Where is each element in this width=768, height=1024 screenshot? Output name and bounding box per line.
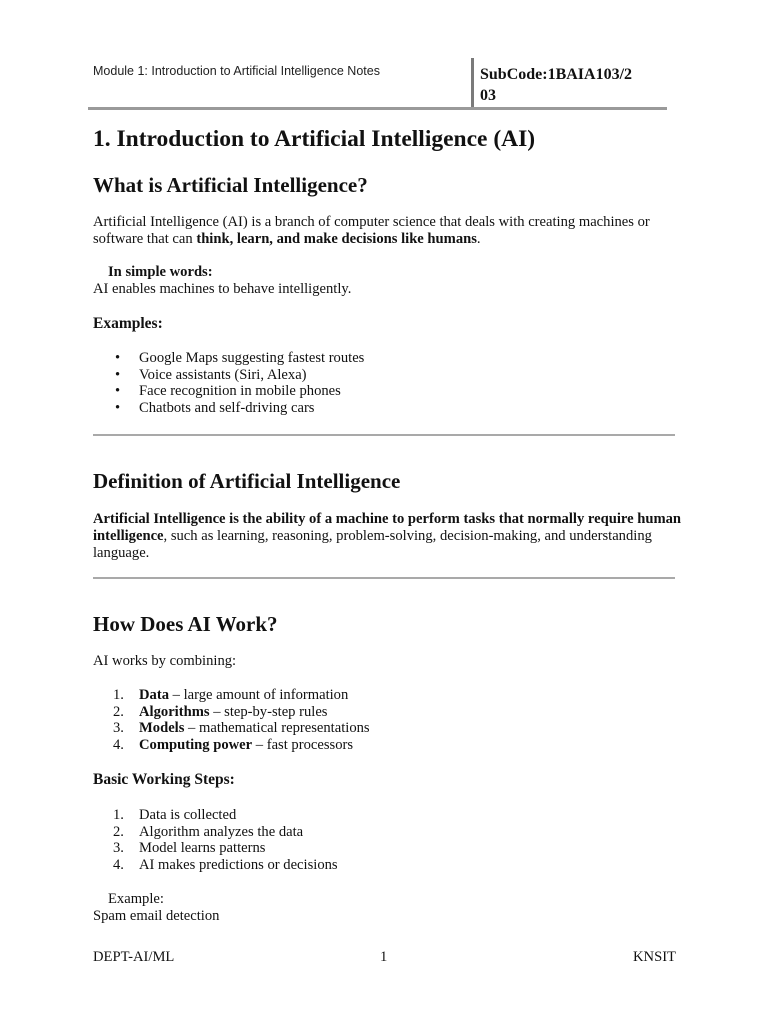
list-item bbox=[93, 400, 364, 417]
list-number: 1. bbox=[113, 807, 124, 823]
section-divider bbox=[93, 434, 675, 436]
list-item bbox=[93, 824, 338, 841]
heading-what-is-ai: What is Artificial Intelligence? bbox=[93, 173, 368, 197]
list-item bbox=[93, 350, 364, 367]
bullet-icon: • bbox=[115, 366, 121, 383]
section-divider bbox=[93, 577, 675, 579]
working-steps-list bbox=[93, 807, 338, 874]
heading-working-steps: Basic Working Steps: bbox=[93, 771, 235, 788]
list-item bbox=[93, 704, 370, 721]
examples-list bbox=[93, 350, 364, 417]
list-item-text: Google Maps suggesting fastest routes bbox=[139, 350, 365, 366]
list-item-text: Model learns patterns bbox=[139, 840, 266, 857]
definition-emphasis: Artificial Intelligence is the ability of a machine to perform tasks that normally require human intelligence bbox=[93, 511, 682, 544]
bullet-icon: • bbox=[115, 383, 121, 400]
list-item-text: AI makes predictions or decisions bbox=[139, 857, 338, 874]
list-item-text: Chatbots and self-driving cars bbox=[139, 400, 315, 417]
list-number: 4. bbox=[113, 737, 124, 754]
component-desc: – mathematical representations bbox=[184, 720, 370, 737]
list-number: 2. bbox=[113, 703, 124, 720]
list-item-text: Algorithm analyzes the data bbox=[139, 823, 304, 840]
list-item bbox=[93, 737, 370, 754]
list-item bbox=[93, 367, 364, 384]
footer-institution: KNSIT bbox=[633, 949, 676, 965]
list-item bbox=[93, 720, 370, 737]
header-subcode-line1: SubCode:1BAIA103/2 bbox=[480, 66, 633, 83]
simple-words-label-text: In simple words: bbox=[108, 264, 213, 280]
simple-words-text: AI enables machines to behave intelligently. bbox=[93, 281, 352, 297]
list-item-text: Voice assistants (Siri, Alexa) bbox=[139, 366, 307, 383]
component-term: Algorithms bbox=[139, 703, 210, 720]
list-number: 3. bbox=[113, 840, 124, 857]
how-components-list bbox=[93, 687, 370, 754]
header-divider-horizontal bbox=[88, 107, 667, 110]
heading-definition: Definition of Artificial Intelligence bbox=[93, 469, 401, 493]
definition-text: , such as learning, reasoning, problem-solving, decision-making, and understanding language. bbox=[93, 528, 652, 561]
component-term: Data bbox=[139, 687, 169, 703]
footer-department: DEPT-AI/ML bbox=[93, 949, 175, 965]
page-title: 1. Introduction to Artificial Intelligence (AI) bbox=[93, 126, 536, 152]
list-number: 4. bbox=[113, 857, 124, 874]
header-module-title: Module 1: Introduction to Artificial Intelligence Notes bbox=[93, 64, 380, 78]
footer-page-number: 1 bbox=[380, 949, 388, 965]
header-subcode bbox=[480, 64, 670, 106]
example-text: Spam email detection bbox=[93, 908, 220, 924]
simple-words-label bbox=[108, 264, 698, 281]
list-item bbox=[93, 840, 338, 857]
list-number: 3. bbox=[113, 720, 124, 737]
example-label: Example: bbox=[108, 891, 164, 907]
bullet-icon: • bbox=[115, 350, 121, 366]
list-number: 1. bbox=[113, 687, 124, 703]
bullet-icon: • bbox=[115, 400, 121, 417]
paragraph-what-is-ai bbox=[93, 214, 683, 248]
list-item bbox=[93, 687, 370, 704]
list-item bbox=[93, 807, 338, 824]
list-item bbox=[93, 857, 338, 874]
component-desc: – fast processors bbox=[252, 737, 354, 754]
header-divider-vertical bbox=[471, 58, 474, 108]
component-desc: – step-by-step rules bbox=[209, 703, 328, 720]
how-intro: AI works by combining: bbox=[93, 653, 237, 669]
paragraph-text: Artificial Intelligence (AI) is a branch of computer science that deals with creating machines or software that can bbox=[93, 214, 650, 247]
component-desc: – large amount of information bbox=[169, 687, 349, 703]
component-term: Computing power bbox=[139, 737, 253, 754]
heading-how-ai-works: How Does AI Work? bbox=[93, 612, 278, 636]
list-item-text: Data is collected bbox=[139, 807, 237, 823]
list-number: 2. bbox=[113, 823, 124, 840]
header-subcode-line2: 03 bbox=[480, 87, 496, 104]
paragraph-end: . bbox=[476, 231, 481, 247]
list-item-text: Face recognition in mobile phones bbox=[139, 383, 341, 400]
paragraph-emphasis: think, learn, and make decisions like humans bbox=[196, 231, 477, 247]
component-term: Models bbox=[139, 720, 185, 737]
heading-examples: Examples: bbox=[93, 315, 163, 332]
paragraph-definition bbox=[93, 511, 683, 562]
list-item bbox=[93, 383, 364, 400]
